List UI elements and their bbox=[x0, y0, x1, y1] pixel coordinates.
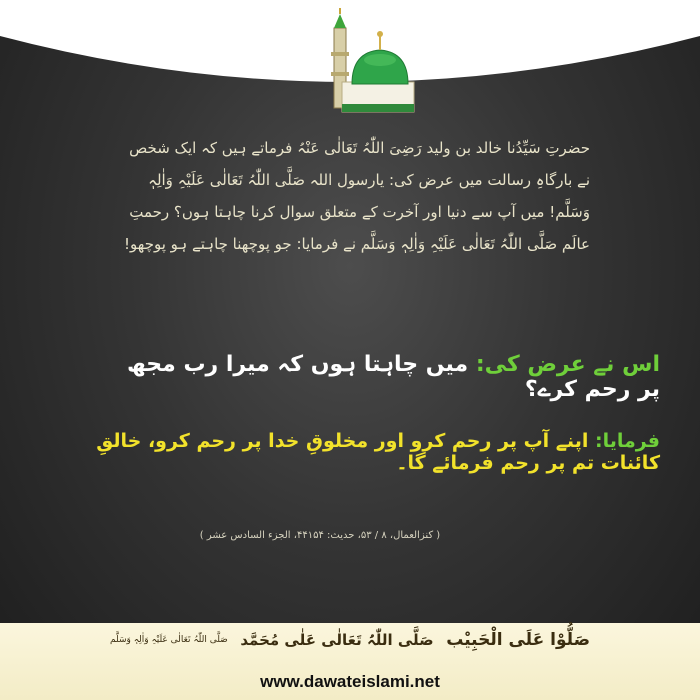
question-text: میں چاہتا ہوں کہ میرا رب مجھ پر رحم کرے؟ bbox=[126, 352, 660, 402]
salawat-text-2: صَلَّی اللّٰہُ تَعَالٰی عَلٰی مُحَمَّد bbox=[240, 631, 434, 649]
salawat-text-3: صَلَّی اللّٰہُ تَعَالٰی عَلَیْہِ وَاٰلِہٖ وَسَلَّم bbox=[110, 635, 228, 645]
salawat-row bbox=[110, 630, 590, 650]
reference-citation: ( کنزالعمال، ۸ / ۵۳، حدیث: ۴۴۱۵۴، الجزء السادس عشر ) bbox=[199, 530, 441, 541]
website-link[interactable]: www.dawateislami.net bbox=[260, 672, 440, 691]
intro-paragraph: حضرتِ سَیِّدُنا خالد بن ولید رَضِیَ اللّٰہُ تَعَالٰی عَنْہُ فرماتے ہیں کہ ایک شخص نے بارگاہِ رسالت میں عرض کی: یارسول اللہ صَلَّی اللّٰہُ تَعَالٰی عَلَیْہِ وَاٰلِہٖ وَسَلَّم! میں آپ سے دنیا اور آخرت کے متعلق سوال کرنا چاہتا ہوں؟ رحمتِ عالَم صَلَّی اللّٰہُ تَعَالٰی عَلَیْہِ وَاٰلِہٖ وَسَلَّم نے فرمایا: جو پوچھنا چاہتے ہو پوچھو! bbox=[124, 139, 590, 253]
green-dome-icon bbox=[300, 8, 420, 118]
salawat-text-1: صَلُّوْا عَلَی الْحَبِیْب bbox=[446, 630, 590, 650]
answer-line bbox=[50, 430, 660, 474]
answer-label: فرمایا: bbox=[594, 430, 660, 452]
question-line bbox=[110, 352, 660, 402]
answer-text: اپنے آپ پر رحم کرو اور مخلوقِ خدا پر رحم کرو، خالقِ کائنات تم پر رحم فرمائے گا۔ bbox=[96, 430, 660, 474]
question-label: اس نے عرض کی: bbox=[475, 352, 660, 377]
